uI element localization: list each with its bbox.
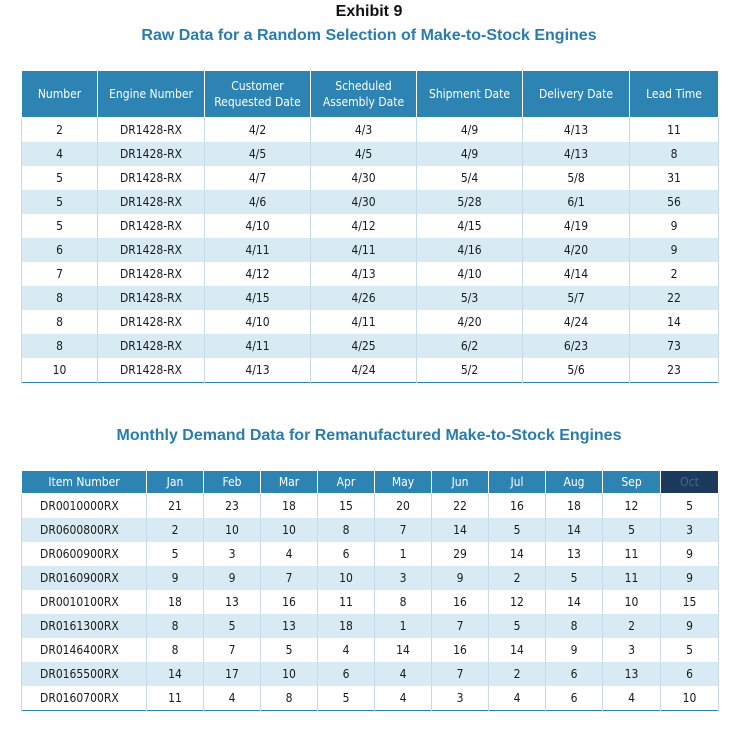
raw-cell: 4/11 xyxy=(311,310,417,334)
demand-cell: 10 xyxy=(204,518,261,542)
table-row xyxy=(22,542,719,566)
raw-header-cell: Lead Time xyxy=(630,71,719,118)
table-row xyxy=(22,166,719,190)
demand-cell: 5 xyxy=(147,542,204,566)
demand-cell: 14 xyxy=(546,590,603,614)
demand-cell: 14 xyxy=(489,638,546,662)
table-row xyxy=(22,334,719,358)
raw-cell: 6/2 xyxy=(417,334,523,358)
demand-header-cell: Aug xyxy=(546,471,603,494)
demand-table xyxy=(21,470,719,711)
raw-cell: 10 xyxy=(22,358,98,383)
demand-cell: 9 xyxy=(204,566,261,590)
raw-cell: 4 xyxy=(22,142,98,166)
raw-cell: 5/28 xyxy=(417,190,523,214)
raw-cell: 4/5 xyxy=(311,142,417,166)
raw-cell: DR1428-RX xyxy=(98,142,205,166)
demand-cell: 2 xyxy=(489,566,546,590)
demand-cell: 14 xyxy=(375,638,432,662)
raw-cell: 4/13 xyxy=(523,118,630,143)
raw-cell: 4/25 xyxy=(311,334,417,358)
demand-cell: 11 xyxy=(603,566,661,590)
demand-header-row xyxy=(22,471,719,494)
raw-cell: 4/10 xyxy=(205,310,311,334)
raw-cell: 4/13 xyxy=(311,262,417,286)
raw-cell: 4/24 xyxy=(311,358,417,383)
raw-cell: 4/5 xyxy=(205,142,311,166)
demand-cell: 13 xyxy=(546,542,603,566)
demand-cell: 2 xyxy=(147,518,204,542)
raw-cell: DR1428-RX xyxy=(98,190,205,214)
demand-cell: 5 xyxy=(489,614,546,638)
raw-cell: 4/14 xyxy=(523,262,630,286)
demand-header-cell: Jul xyxy=(489,471,546,494)
raw-cell: 4/30 xyxy=(311,190,417,214)
table-row xyxy=(22,118,719,143)
raw-cell: 4/15 xyxy=(205,286,311,310)
demand-cell: 4 xyxy=(204,686,261,711)
demand-cell: 11 xyxy=(318,590,375,614)
demand-header-cell: Sep xyxy=(603,471,661,494)
raw-cell: 4/16 xyxy=(417,238,523,262)
demand-cell: 1 xyxy=(375,614,432,638)
demand-cell: 6 xyxy=(546,662,603,686)
demand-cell: 3 xyxy=(375,566,432,590)
demand-cell: 14 xyxy=(432,518,489,542)
demand-cell: 18 xyxy=(147,590,204,614)
demand-cell: DR0146400RX xyxy=(22,638,147,662)
demand-header-cell: Feb xyxy=(204,471,261,494)
demand-cell: 7 xyxy=(204,638,261,662)
demand-cell: 2 xyxy=(489,662,546,686)
demand-cell: 4 xyxy=(318,638,375,662)
demand-cell: 8 xyxy=(147,614,204,638)
demand-cell: 9 xyxy=(661,566,719,590)
demand-cell: 2 xyxy=(603,614,661,638)
raw-cell: 4/20 xyxy=(523,238,630,262)
demand-cell: 22 xyxy=(432,494,489,519)
demand-cell: 16 xyxy=(432,590,489,614)
demand-cell: 5 xyxy=(546,566,603,590)
table-row xyxy=(22,214,719,238)
raw-cell: 6 xyxy=(22,238,98,262)
raw-cell: 4/30 xyxy=(311,166,417,190)
table-row xyxy=(22,518,719,542)
demand-cell: 6 xyxy=(318,662,375,686)
demand-cell: 3 xyxy=(204,542,261,566)
demand-cell: 7 xyxy=(375,518,432,542)
raw-cell: DR1428-RX xyxy=(98,334,205,358)
raw-cell: 4/11 xyxy=(311,238,417,262)
demand-cell: 10 xyxy=(603,590,661,614)
table-row xyxy=(22,286,719,310)
raw-cell: 22 xyxy=(630,286,719,310)
demand-cell: 11 xyxy=(147,686,204,711)
raw-cell: 5/3 xyxy=(417,286,523,310)
demand-cell: 4 xyxy=(261,542,318,566)
raw-cell: 9 xyxy=(630,238,719,262)
demand-cell: 1 xyxy=(375,542,432,566)
demand-cell: 9 xyxy=(661,614,719,638)
raw-cell: 8 xyxy=(22,310,98,334)
demand-header-cell: Jan xyxy=(147,471,204,494)
raw-cell: DR1428-RX xyxy=(98,214,205,238)
demand-cell: 12 xyxy=(489,590,546,614)
raw-cell: 4/13 xyxy=(523,142,630,166)
demand-header-cell: Mar xyxy=(261,471,318,494)
demand-cell: 20 xyxy=(375,494,432,519)
raw-cell: DR1428-RX xyxy=(98,310,205,334)
raw-cell: DR1428-RX xyxy=(98,166,205,190)
raw-cell: 4/9 xyxy=(417,118,523,143)
raw-cell: 8 xyxy=(22,334,98,358)
demand-cell: 10 xyxy=(261,662,318,686)
raw-cell: 4/10 xyxy=(417,262,523,286)
table-row xyxy=(22,590,719,614)
raw-cell: 8 xyxy=(630,142,719,166)
raw-cell: 73 xyxy=(630,334,719,358)
demand-header-cell: Apr xyxy=(318,471,375,494)
demand-cell: 8 xyxy=(261,686,318,711)
demand-cell: 4 xyxy=(603,686,661,711)
demand-cell: 10 xyxy=(261,518,318,542)
raw-cell: 23 xyxy=(630,358,719,383)
raw-cell: 4/13 xyxy=(205,358,311,383)
raw-cell: 9 xyxy=(630,214,719,238)
demand-cell: 17 xyxy=(204,662,261,686)
raw-cell: 5/4 xyxy=(417,166,523,190)
demand-cell: DR0160700RX xyxy=(22,686,147,711)
raw-cell: 31 xyxy=(630,166,719,190)
demand-cell: 5 xyxy=(204,614,261,638)
demand-cell: 5 xyxy=(318,686,375,711)
raw-cell: 5/8 xyxy=(523,166,630,190)
raw-cell: 4/12 xyxy=(311,214,417,238)
raw-cell: 56 xyxy=(630,190,719,214)
raw-cell: 4/26 xyxy=(311,286,417,310)
demand-cell: DR0161300RX xyxy=(22,614,147,638)
raw-cell: 5 xyxy=(22,166,98,190)
demand-cell: 16 xyxy=(261,590,318,614)
table-row xyxy=(22,686,719,711)
demand-cell: 8 xyxy=(147,638,204,662)
raw-cell: 6/23 xyxy=(523,334,630,358)
demand-cell: DR0600800RX xyxy=(22,518,147,542)
demand-header-cell: Oct xyxy=(661,471,719,494)
demand-cell: 4 xyxy=(375,686,432,711)
raw-cell: 4/10 xyxy=(205,214,311,238)
demand-cell: 7 xyxy=(432,662,489,686)
demand-title: Monthly Demand Data for Remanufactured Make-to-Stock Engines xyxy=(116,427,622,444)
raw-cell: 4/6 xyxy=(205,190,311,214)
raw-cell: 5/6 xyxy=(523,358,630,383)
demand-cell: 14 xyxy=(546,518,603,542)
raw-cell: 4/2 xyxy=(205,118,311,143)
demand-cell: 14 xyxy=(147,662,204,686)
raw-header-cell: Scheduled Assembly Date xyxy=(311,71,417,118)
demand-cell: DR0600900RX xyxy=(22,542,147,566)
table-row xyxy=(22,614,719,638)
raw-cell: 4/3 xyxy=(311,118,417,143)
raw-cell: DR1428-RX xyxy=(98,262,205,286)
demand-cell: 14 xyxy=(489,542,546,566)
demand-cell: 15 xyxy=(661,590,719,614)
raw-cell: 6/1 xyxy=(523,190,630,214)
demand-cell: 5 xyxy=(661,638,719,662)
demand-cell: 4 xyxy=(489,686,546,711)
demand-cell: 7 xyxy=(261,566,318,590)
raw-cell: 4/11 xyxy=(205,238,311,262)
table-row xyxy=(22,638,719,662)
demand-cell: 16 xyxy=(432,638,489,662)
demand-cell: DR0010100RX xyxy=(22,590,147,614)
raw-cell: 11 xyxy=(630,118,719,143)
demand-cell: 5 xyxy=(261,638,318,662)
demand-cell: 5 xyxy=(603,518,661,542)
demand-cell: DR0010000RX xyxy=(22,494,147,519)
table-row xyxy=(22,662,719,686)
demand-cell: 5 xyxy=(489,518,546,542)
raw-cell: DR1428-RX xyxy=(98,118,205,143)
demand-cell: 8 xyxy=(546,614,603,638)
demand-cell: 21 xyxy=(147,494,204,519)
raw-cell: 5 xyxy=(22,214,98,238)
table-row xyxy=(22,566,719,590)
demand-cell: 15 xyxy=(318,494,375,519)
demand-cell: 6 xyxy=(546,686,603,711)
table-row xyxy=(22,310,719,334)
table-row xyxy=(22,238,719,262)
demand-cell: 29 xyxy=(432,542,489,566)
demand-cell: 10 xyxy=(318,566,375,590)
demand-cell: 9 xyxy=(546,638,603,662)
table-row xyxy=(22,142,719,166)
demand-cell: 4 xyxy=(375,662,432,686)
demand-cell: 3 xyxy=(603,638,661,662)
raw-cell: DR1428-RX xyxy=(98,358,205,383)
raw-cell: 5/2 xyxy=(417,358,523,383)
raw-cell: 5 xyxy=(22,190,98,214)
demand-cell: 13 xyxy=(603,662,661,686)
raw-cell: 5/7 xyxy=(523,286,630,310)
demand-cell: 13 xyxy=(204,590,261,614)
raw-header-cell: Number xyxy=(22,71,98,118)
demand-cell: 9 xyxy=(661,542,719,566)
table-row xyxy=(22,494,719,519)
raw-cell: 4/11 xyxy=(205,334,311,358)
table-row xyxy=(22,358,719,383)
demand-cell: 16 xyxy=(489,494,546,519)
raw-cell: 4/24 xyxy=(523,310,630,334)
raw-cell: 4/12 xyxy=(205,262,311,286)
demand-header-cell: May xyxy=(375,471,432,494)
raw-cell: 4/7 xyxy=(205,166,311,190)
table-row xyxy=(22,262,719,286)
raw-cell: 2 xyxy=(630,262,719,286)
demand-cell: 6 xyxy=(661,662,719,686)
demand-cell: 3 xyxy=(661,518,719,542)
demand-cell: 6 xyxy=(318,542,375,566)
demand-cell: 9 xyxy=(432,566,489,590)
demand-cell: 18 xyxy=(546,494,603,519)
demand-cell: 7 xyxy=(432,614,489,638)
raw-cell: DR1428-RX xyxy=(98,286,205,310)
demand-cell: DR0165500RX xyxy=(22,662,147,686)
raw-cell: 2 xyxy=(22,118,98,143)
demand-cell: 12 xyxy=(603,494,661,519)
demand-cell: 18 xyxy=(318,614,375,638)
raw-header-cell: Shipment Date xyxy=(417,71,523,118)
raw-cell: 4/19 xyxy=(523,214,630,238)
raw-header-cell: Delivery Date xyxy=(523,71,630,118)
demand-cell: 8 xyxy=(375,590,432,614)
demand-header-cell: Jun xyxy=(432,471,489,494)
raw-cell: 4/20 xyxy=(417,310,523,334)
demand-cell: 23 xyxy=(204,494,261,519)
raw-header-row xyxy=(22,71,719,118)
demand-header-cell: Item Number xyxy=(22,471,147,494)
raw-data-title: Raw Data for a Random Selection of Make-to-Stock Engines xyxy=(141,27,597,44)
demand-cell: 13 xyxy=(261,614,318,638)
raw-cell: 14 xyxy=(630,310,719,334)
raw-header-cell: Customer Requested Date xyxy=(205,71,311,118)
demand-cell: DR0160900RX xyxy=(22,566,147,590)
demand-cell: 18 xyxy=(261,494,318,519)
demand-cell: 3 xyxy=(432,686,489,711)
raw-header-cell: Engine Number xyxy=(98,71,205,118)
demand-cell: 10 xyxy=(661,686,719,711)
raw-cell: 7 xyxy=(22,262,98,286)
raw-cell: DR1428-RX xyxy=(98,238,205,262)
demand-cell: 11 xyxy=(603,542,661,566)
table-row xyxy=(22,190,719,214)
demand-cell: 5 xyxy=(661,494,719,519)
raw-data-table xyxy=(21,70,719,383)
raw-cell: 8 xyxy=(22,286,98,310)
demand-cell: 8 xyxy=(318,518,375,542)
demand-cell: 9 xyxy=(147,566,204,590)
raw-cell: 4/9 xyxy=(417,142,523,166)
exhibit-label: Exhibit 9 xyxy=(335,3,403,20)
raw-cell: 4/15 xyxy=(417,214,523,238)
